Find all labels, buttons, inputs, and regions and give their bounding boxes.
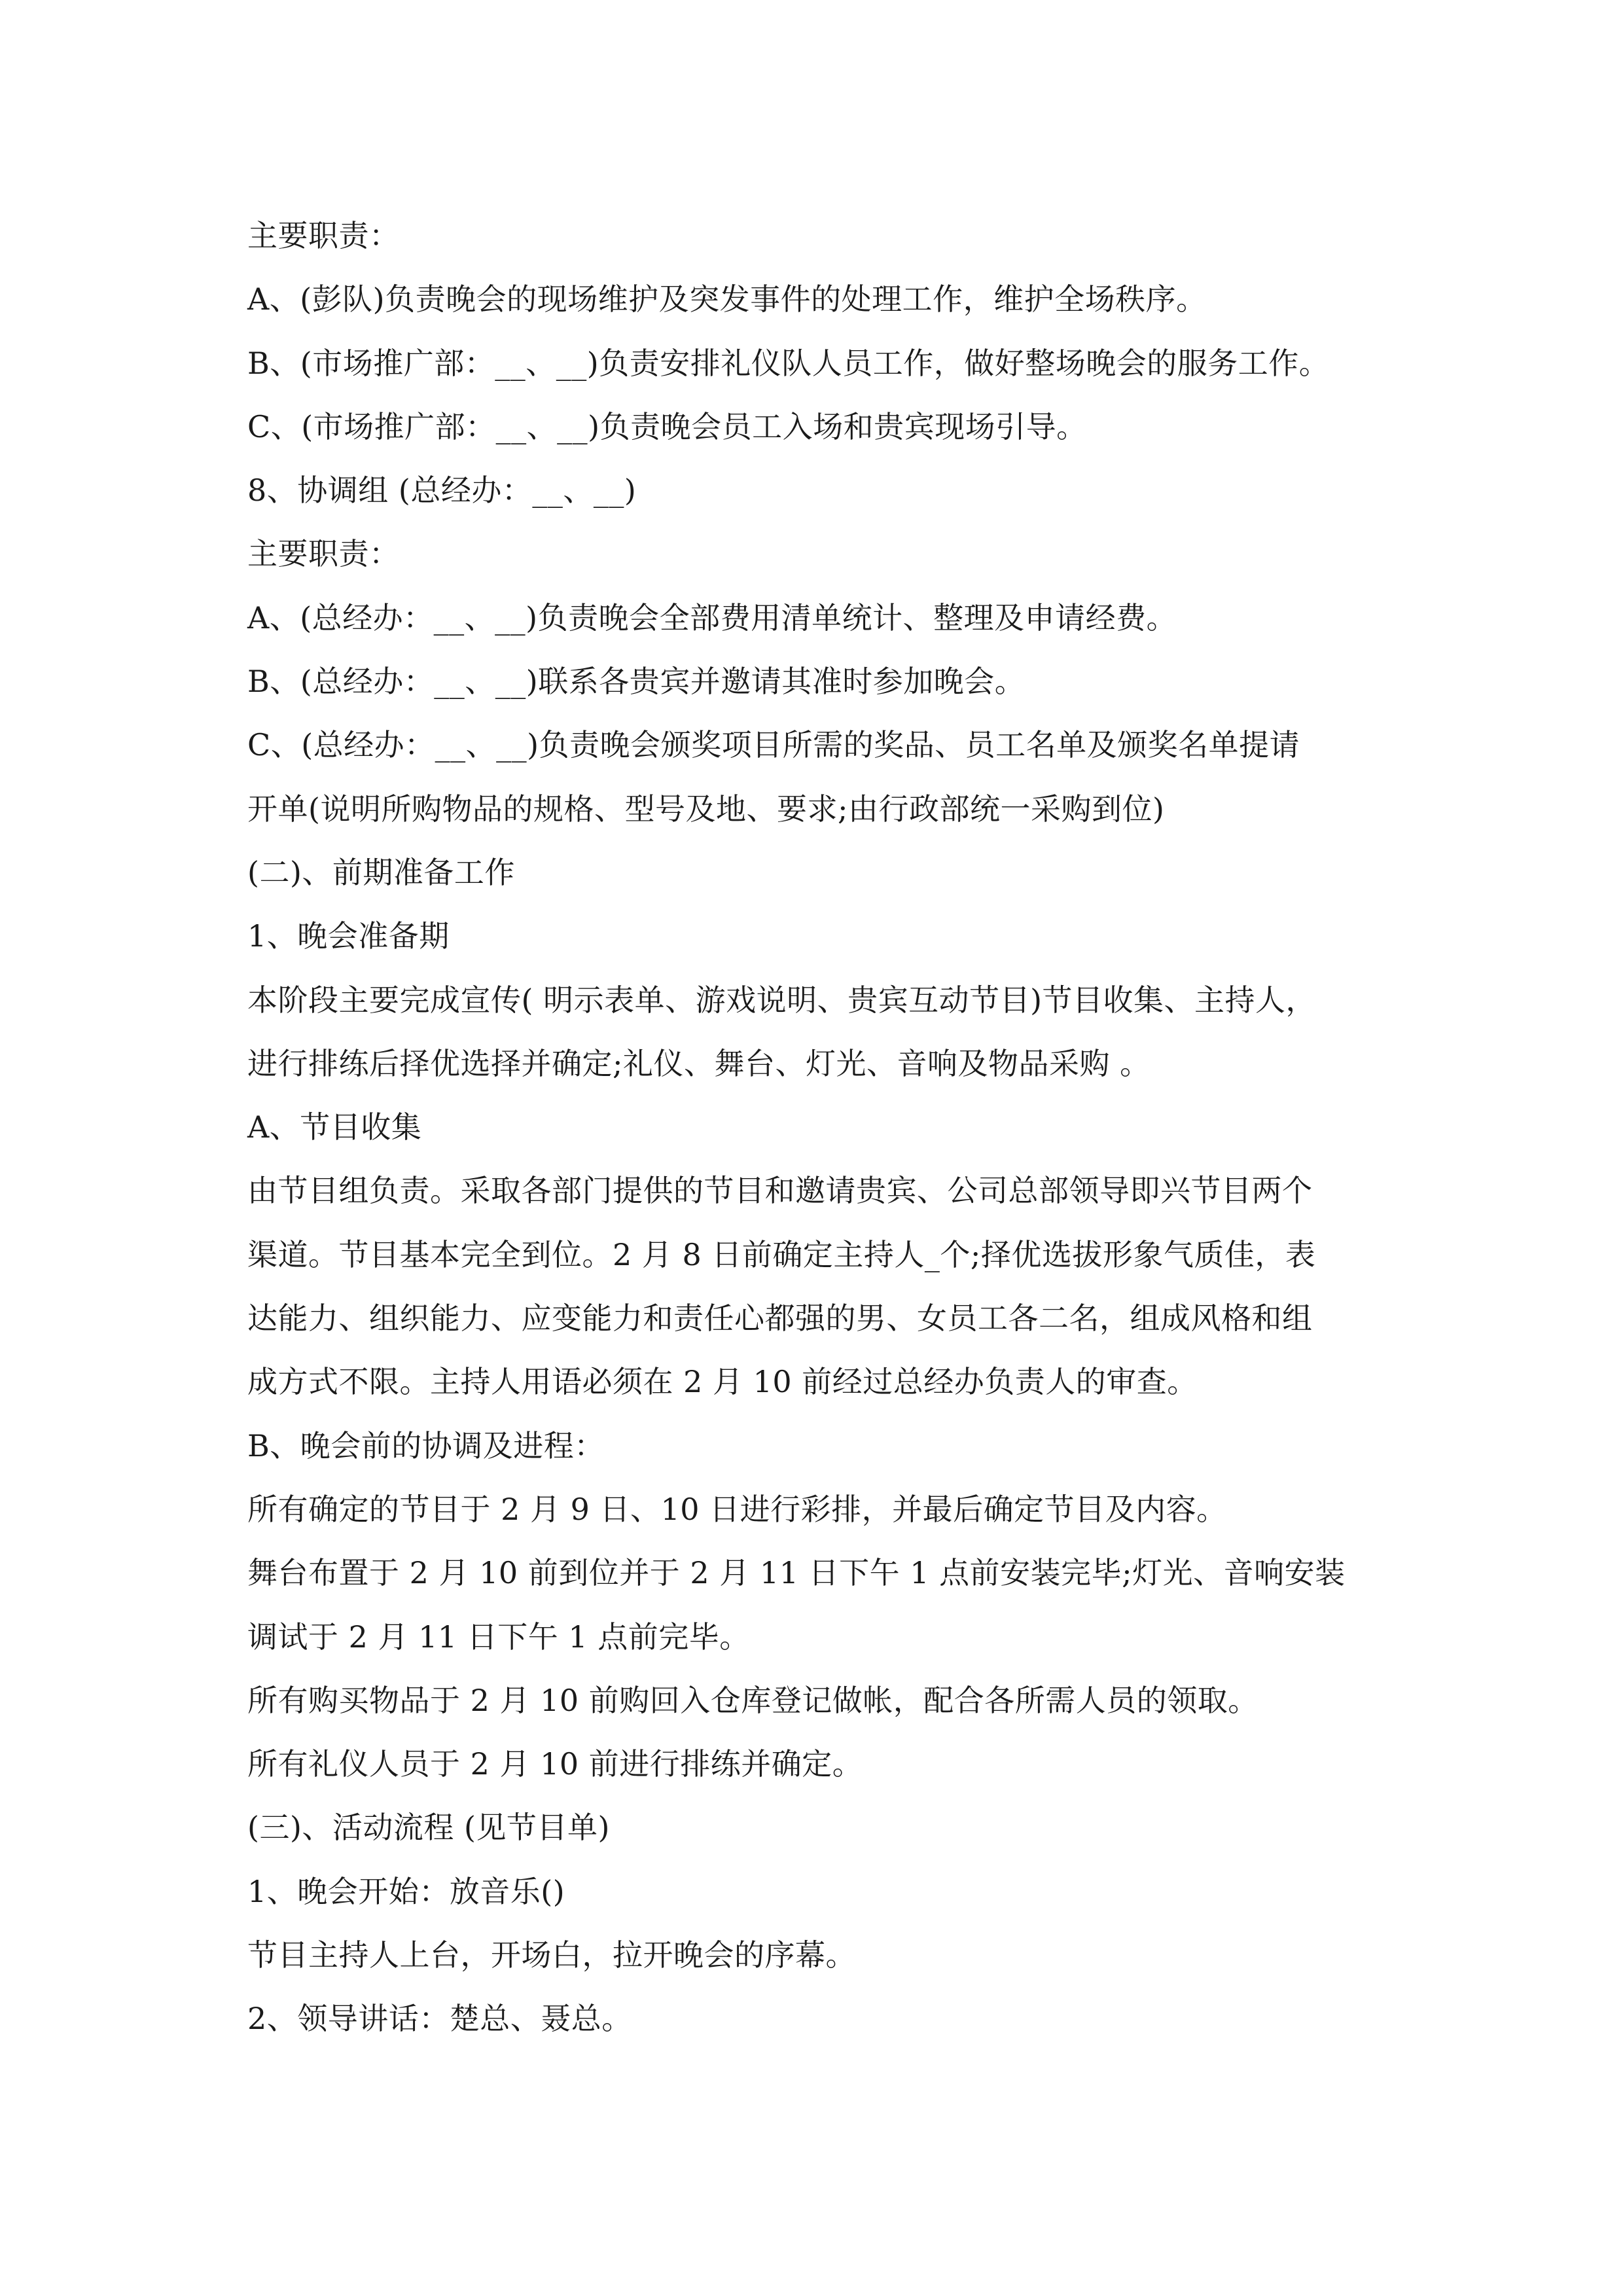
subheading-program-collection: A、节目收集 bbox=[247, 1109, 422, 1145]
paragraph-preparation-2: 进行排练后择优选择并确定;礼仪、舞台、灯光、音响及物品采购 。 bbox=[247, 1045, 1150, 1081]
section-heading-preparation: (二)、前期准备工作 bbox=[247, 854, 515, 890]
paragraph-preparation-1: 本阶段主要完成宣传( 明示表单、游戏说明、贵宾互动节目)节目收集、主持人， bbox=[247, 982, 1317, 1018]
section-heading-duties-2: 主要职责： bbox=[247, 536, 400, 572]
document-body bbox=[247, 204, 1399, 2051]
paragraph-stage-2: 调试于 2 月 11 日下午 1 点前完毕。 bbox=[247, 1619, 750, 1655]
coordination-item-c-cont: 开单(说明所购物品的规格、型号及地、要求;由行政部统一采购到位) bbox=[247, 791, 1165, 827]
paragraph-collection-4: 成方式不限。主持人用语必须在 2 月 10 前经过总经办负责人的审查。 bbox=[247, 1364, 1198, 1400]
duty-item-c: C、(市场推广部：__、__)负责晚会员工入场和贵宾现场引导。 bbox=[247, 408, 1087, 444]
paragraph-host-opening: 节目主持人上台，开场白，拉开晚会的序幕。 bbox=[247, 1937, 856, 1973]
paragraph-rehearsal: 所有确定的节目于 2 月 9 日、10 日进行彩排，并最后确定节目及内容。 bbox=[247, 1491, 1227, 1527]
paragraph-collection-1: 由节目组负责。采取各部门提供的节目和邀请贵宾、公司总部领导即兴节目两个 bbox=[247, 1173, 1313, 1209]
paragraph-collection-2: 渠道。节目基本完全到位。2 月 8 日前确定主持人_个;择优选拔形象气质佳，表 bbox=[247, 1236, 1316, 1272]
coordination-item-b: B、(总经办：__、__)联系各贵宾并邀请其准时参加晚会。 bbox=[247, 664, 1026, 700]
duty-item-b: B、(市场推广部：__、__)负责安排礼仪队人员工作，做好整场晚会的服务工作。 bbox=[247, 345, 1330, 381]
flow-item-leader-speech: 2、领导讲话：楚总、聂总。 bbox=[247, 2001, 632, 2037]
flow-item-opening: 1、晚会开始：放音乐() bbox=[247, 1873, 565, 1909]
subheading-coordination-progress: B、晚会前的协调及进程： bbox=[247, 1427, 605, 1463]
coordination-item-c: C、(总经办：__、__)负责晚会颁奖项目所需的奖品、员工名单及颁奖名单提请 bbox=[247, 727, 1300, 763]
paragraph-etiquette: 所有礼仪人员于 2 月 10 前进行排练并确定。 bbox=[247, 1746, 863, 1782]
paragraph-collection-3: 达能力、组织能力、应变能力和责任心都强的男、女员工各二名，组成风格和组 bbox=[247, 1300, 1313, 1336]
duty-item-a: A、(彭队)负责晚会的现场维护及突发事件的处理工作，维护全场秩序。 bbox=[247, 281, 1207, 317]
paragraph-stage-1: 舞台布置于 2 月 10 前到位并于 2 月 11 日下午 1 点前安装完毕;灯光、音响安装 bbox=[247, 1555, 1346, 1591]
section-heading-coordination-group: 8、协调组 (总经办：__、__) bbox=[247, 473, 637, 509]
section-heading-activity-flow: (三)、活动流程 (见节目单) bbox=[247, 1810, 610, 1846]
subheading-preparation-period: 1、晚会准备期 bbox=[247, 918, 450, 954]
section-heading-duties: 主要职责： bbox=[247, 218, 400, 253]
coordination-item-a: A、(总经办：__、__)负责晚会全部费用清单统计、整理及申请经费。 bbox=[247, 600, 1177, 636]
paragraph-purchase: 所有购买物品于 2 月 10 前购回入仓库登记做帐，配合各所需人员的领取。 bbox=[247, 1682, 1258, 1718]
